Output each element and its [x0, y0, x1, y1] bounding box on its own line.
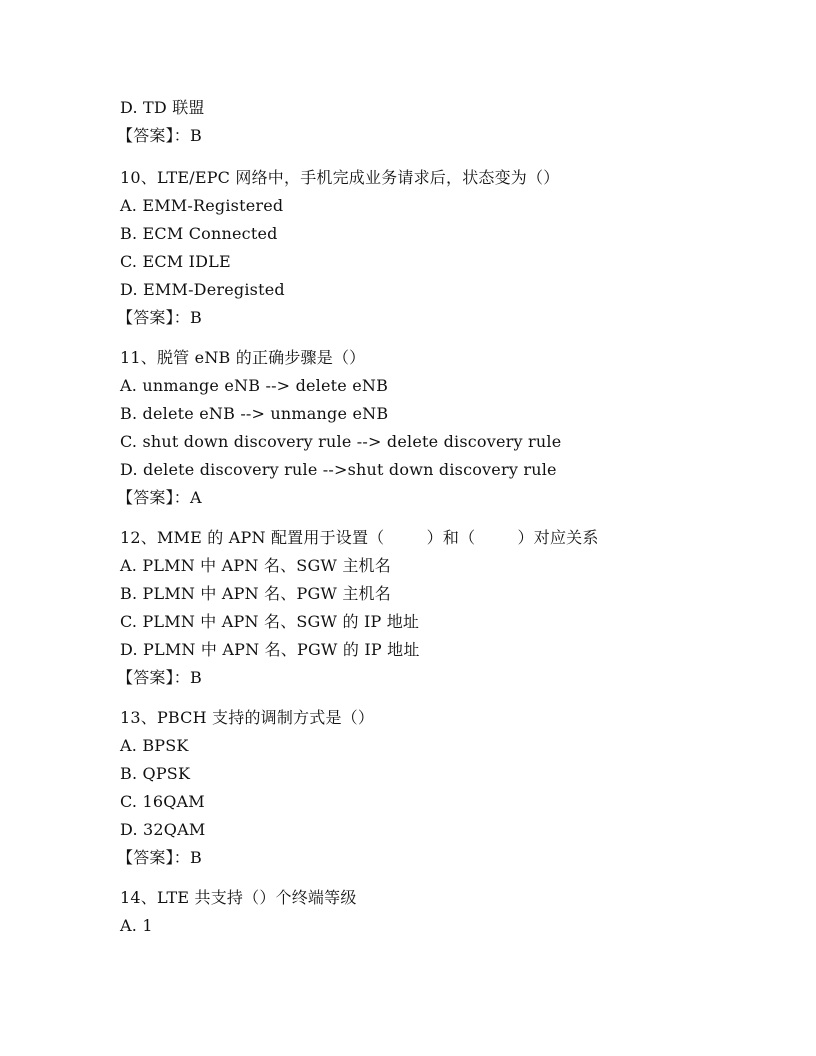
answer-line: 【答案】：B — [117, 126, 202, 145]
option-b: B. QPSK — [120, 764, 191, 783]
option-d: D. PLMN 中 APN 名、PGW 的 IP 地址 — [120, 640, 420, 659]
question-stem: 12、MME 的 APN 配置用于设置（ ）和（ ）对应关系 — [120, 528, 599, 547]
option-b: B. delete eNB --> unmange eNB — [120, 404, 389, 423]
option-a: A. unmange eNB --> delete eNB — [120, 376, 389, 395]
option-d: D. 32QAM — [120, 820, 206, 839]
answer-line: 【答案】：A — [117, 488, 202, 507]
option-c: C. ECM IDLE — [120, 252, 231, 271]
question-stem: 14、LTE 共支持（）个终端等级 — [120, 888, 357, 907]
option-b: B. ECM Connected — [120, 224, 278, 243]
answer-line: 【答案】：B — [117, 668, 202, 687]
answer-line: 【答案】：B — [117, 308, 202, 327]
option-d: D. delete discovery rule -->shut down discovery rule — [120, 460, 557, 479]
option-c: C. 16QAM — [120, 792, 205, 811]
option-a: A. PLMN 中 APN 名、SGW 主机名 — [120, 556, 391, 575]
option-a: A. EMM-Registered — [120, 196, 284, 215]
option-c: C. shut down discovery rule --> delete discovery rule — [120, 432, 562, 451]
option-a: A. BPSK — [120, 736, 189, 755]
option-b: B. PLMN 中 APN 名、PGW 主机名 — [120, 584, 391, 603]
question-stem: 11、脱管 eNB 的正确步骤是（） — [120, 348, 366, 367]
question-stem: 13、PBCH 支持的调制方式是（） — [120, 708, 375, 727]
option-a: A. 1 — [120, 916, 153, 935]
option-d: D. TD 联盟 — [120, 98, 205, 117]
answer-line: 【答案】：B — [117, 848, 202, 867]
option-d: D. EMM-Deregisted — [120, 280, 285, 299]
option-c: C. PLMN 中 APN 名、SGW 的 IP 地址 — [120, 612, 420, 631]
question-stem: 10、LTE/EPC 网络中，手机完成业务请求后，状态变为（） — [120, 168, 560, 187]
